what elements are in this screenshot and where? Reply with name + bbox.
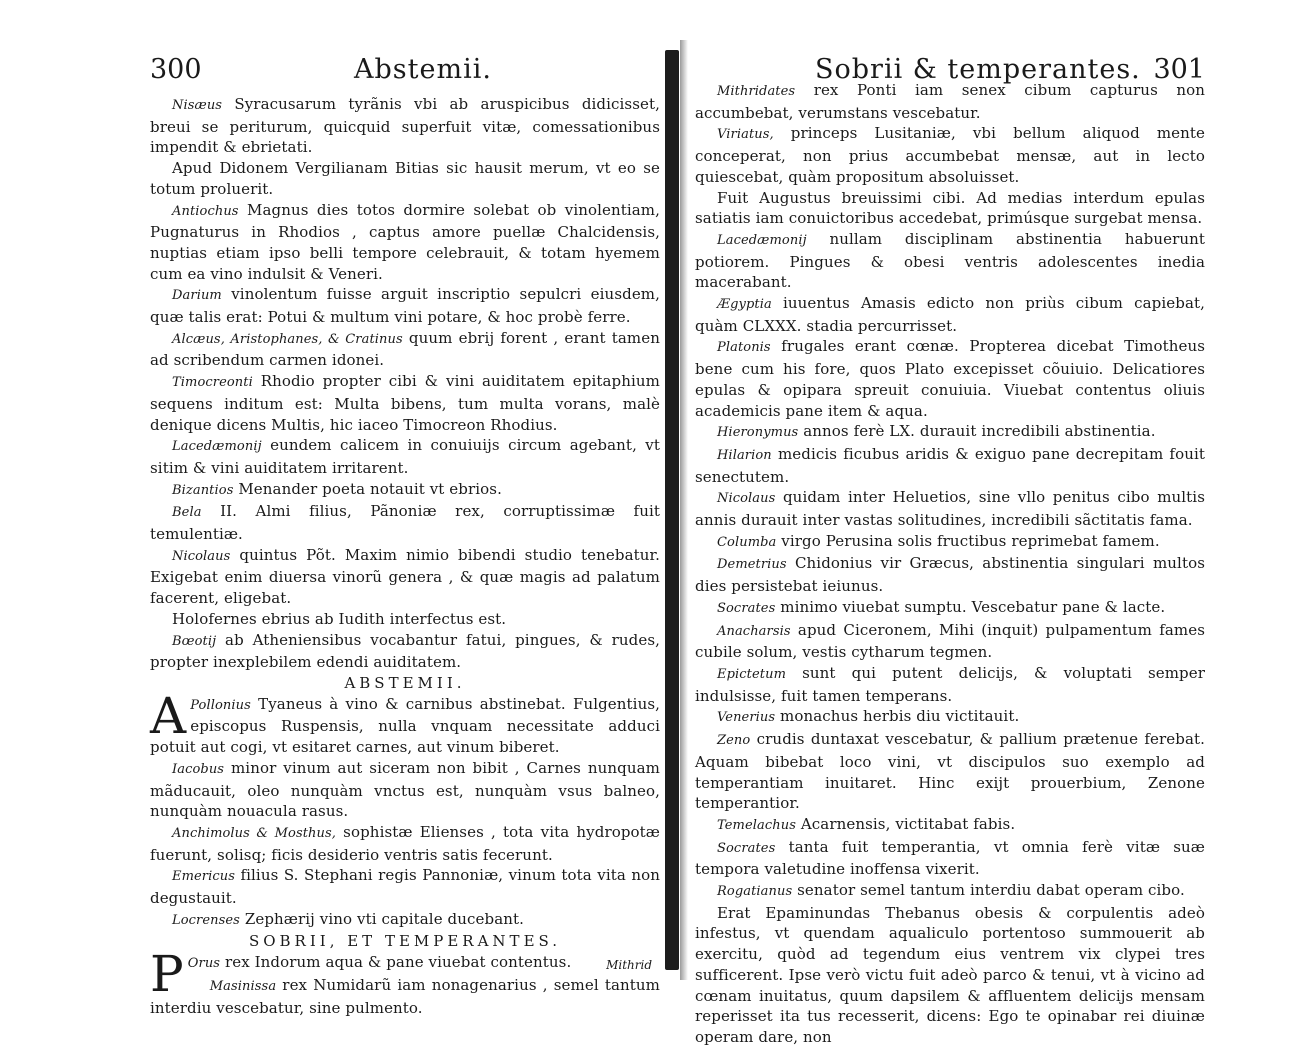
entry-text: tanta fuit temperantia, vt omnia ferè vitæ suæ tempora valetudine inoffensa vixerit. — [695, 837, 1205, 879]
entry-name: Platonis — [717, 340, 771, 356]
right-page-body — [695, 80, 1205, 1048]
entry-text: senator semel tantum interdiu dabat operam cibo. — [797, 881, 1185, 900]
entry-paragraph — [695, 80, 1205, 123]
entry-text: annos ferè LX. durauit incredibili abstinentia. — [803, 422, 1156, 441]
entry-name: Anchimolus & Mosthus, — [172, 825, 337, 841]
entry-name: Darium — [172, 288, 222, 304]
entry-text: Holofernes ebrius ab Iudith interfectus est. — [172, 609, 507, 628]
entry-paragraph — [695, 903, 1205, 1048]
entry-name: Zeno — [717, 733, 751, 749]
left-page — [150, 0, 661, 1017]
right-page — [695, 0, 1206, 1046]
entry-text: quintus Põt. Maxim nimio bibendi studio tenebatur. Exigebat enim diuersa vinorũ genera , & quæ magis ad palatum facerent, eligebat. — [150, 545, 660, 608]
entry-text: monachus herbis diu victitauit. — [780, 707, 1020, 726]
entry-text: rex Ponti iam senex cibum capturus non accumbebat, verumstans vescebatur. — [695, 81, 1205, 122]
entry-name: Iacobus — [172, 761, 225, 777]
book-gutter — [665, 50, 679, 970]
entry-text: Chidonius vir Græcus, abstinentia singulari multos dies persistebat ieiunus. — [695, 554, 1206, 596]
entry-paragraph — [150, 975, 660, 1018]
drop-cap: P — [150, 945, 184, 1004]
entry-name: Socrates — [717, 840, 776, 856]
entry-paragraph — [150, 158, 660, 199]
left-page-body — [150, 94, 660, 1018]
entry-text: Syracusarum tyrãnis vbi ab aruspicibus didicisset, breui se periturum, quicquid superfuit vitæ, comessationibus impendit & ebrietati. — [150, 95, 661, 157]
entry-paragraph — [150, 328, 660, 371]
entry-name: Venerius — [717, 710, 776, 726]
entry-paragraph — [150, 435, 660, 478]
left-page-header — [150, 50, 660, 90]
entry-text: II. Almi filius, Pãnoniæ rex, corruptissimæ fuit temulentiæ. — [150, 502, 660, 544]
entry-paragraph — [695, 188, 1205, 229]
entry-paragraph — [695, 837, 1205, 880]
entry-name: Nisæus — [172, 98, 223, 113]
entry-text: Zephærij vino vti capitale ducebant. — [244, 909, 524, 928]
entry-text: Magnus dies totos dormire solebat ob vinolentiam, Pugnaturus in Rhodios , captus amore puellæ Chalcidensis, nuptias etiam ipso belli tempore celebrauit, & totam hyemem cum ea vino indulsit & Veneri. — [150, 200, 660, 283]
entry-paragraph — [695, 421, 1205, 444]
section-heading-abstemii: ABSTEMII. — [344, 673, 466, 692]
entry-text: iuuentus Amasis edicto non priùs cibum capiebat, quàm CLXXX. stadia percurrisset. — [695, 294, 1205, 335]
entry-name: Hieronymus — [717, 425, 799, 441]
page-number-right: 301 — [1153, 54, 1205, 85]
entry-paragraph — [695, 553, 1205, 596]
entry-name: Anacharsis — [717, 623, 791, 639]
entry-paragraph — [695, 663, 1205, 706]
entry-name: Ægyptia — [717, 297, 772, 313]
entry-paragraph — [150, 501, 660, 544]
entry-text: medicis ficubus aridis & exiguo pane decrepitam fouit senectutem. — [695, 444, 1206, 486]
entry-paragraph — [150, 909, 660, 932]
entry-name: Columba — [717, 534, 777, 550]
section-heading-sobrii: SOBRII, ET TEMPERANTES. — [248, 932, 562, 951]
running-title-left: Abstemii. — [354, 54, 492, 85]
entry-text: nullam disciplinam abstinentia habuerunt potiorem. Pingues & obesi ventris adolescentes inedia macerabant. — [695, 229, 1205, 292]
entry-paragraph — [695, 620, 1205, 663]
entry-text: sunt qui putent delicijs, & voluptati semper indulsisse, fuit tamen temperans. — [695, 663, 1205, 705]
gutter-shadow — [680, 40, 688, 980]
entry-name: Demetrius — [717, 557, 787, 573]
entry-name: Lacedæmonij — [717, 232, 807, 248]
entry-name: Socrates — [717, 600, 776, 616]
entry-paragraph — [695, 123, 1205, 187]
entry-name: Epictetum — [717, 666, 786, 682]
section-drunkards — [150, 94, 660, 673]
entry-text: Apud Didonem Vergilianam Bitias sic hausit merum, vt eo se totum proluerit. — [150, 159, 660, 198]
entry-name: Locrenses — [172, 912, 240, 928]
drop-cap: A — [150, 686, 187, 745]
entry-paragraph — [695, 444, 1205, 487]
entry-text: Menander poeta notauit vt ebrios. — [238, 479, 502, 498]
entry-paragraph — [150, 479, 660, 502]
entry-text: Rhodio propter cibi & vini auiditatem epitaphium sequens inditum est: Multa bibens, tum multa vorans, malè denique dicens Multis, hic iaceo Timocreon Rhodius. — [150, 372, 661, 434]
entry-paragraph — [150, 686, 660, 758]
entry-name: Bela — [172, 505, 202, 521]
entry-name: Mithridates — [717, 84, 796, 99]
entry-name: Antiochus — [172, 203, 239, 219]
entry-paragraph — [695, 293, 1205, 336]
entry-name: Temelachus — [717, 817, 796, 833]
page-number-left: 300 — [150, 54, 202, 85]
entry-paragraph — [695, 880, 1205, 903]
entry-paragraph — [150, 371, 660, 435]
running-title-right: Sobrii & temperantes. — [815, 54, 1141, 85]
entry-paragraph — [695, 531, 1205, 554]
entry-text: quidam inter Heluetios, sine vllo penitus cibo multis annis durauit inter vastas solitudines, incredibili sãctitatis fama. — [695, 488, 1205, 530]
entry-name: Nicolaus — [717, 491, 776, 507]
entry-name: Orus — [187, 956, 221, 972]
entry-text: minimo viuebat sumptu. Vescebatur pane & lacte. — [780, 597, 1166, 616]
entry-text: minor vinum aut siceram non bibit , Carnes nunquam mãducauit, oleo nunquàm vnctus est, nunquàm vsus balneo, nunquàm nouacula rasus. — [150, 758, 660, 821]
entry-name: Bœotij — [172, 633, 217, 649]
entry-text: filius S. Stephani regis Pannoniæ, vinum tota vita non degustauit. — [150, 866, 661, 908]
entry-paragraph — [695, 729, 1205, 814]
entry-text: princeps Lusitaniæ, vbi bellum aliquod mente conceperat, non prius accumbebat mensæ, aut in lecto quiescebat, quàm propositum absoluisset. — [695, 124, 1205, 186]
entry-text: rex Indorum aqua & pane viuebat contentus. — [224, 953, 572, 972]
entry-paragraph — [150, 758, 660, 822]
entry-paragraph — [150, 865, 660, 908]
entry-text: ab Atheniensibus vocabantur fatui, pingues, & rudes, propter inexplebilem edendi auiditatem. — [150, 630, 660, 672]
entry-name: Viriatus, — [717, 127, 774, 143]
entry-text: apud Ciceronem, Mihi (inquit) pulpamentum fames cubile solum, vestis cytharum tegmen. — [695, 620, 1205, 662]
entry-paragraph — [695, 229, 1205, 293]
entry-text: rex Numidarũ iam nonagenarius , semel tantum interdiu vescebatur, sine pulmento. — [150, 975, 660, 1017]
entry-paragraph — [695, 814, 1205, 837]
entry-text: Fuit Augustus breuissimi cibi. Ad medias interdum epulas satiatis iam conuictoribus accedebat, primúsque surgebat mensa. — [695, 188, 1205, 228]
entry-name: Lacedæmonij — [172, 439, 262, 455]
entry-paragraph — [695, 706, 1205, 729]
entry-text: sophistæ Elienses , tota vita hydropotæ fuerunt, solisq; ficis desiderio ventris satis fecerunt. — [150, 822, 661, 864]
entry-paragraph — [150, 630, 660, 673]
entry-name: Nicolaus — [172, 548, 231, 564]
section-abstemii — [150, 686, 661, 932]
entry-name: Alcæus, Aristophanes, & Cratinus — [172, 331, 403, 347]
entry-paragraph — [150, 609, 660, 630]
entry-paragraph — [695, 336, 1205, 421]
entry-text: virgo Perusina solis fructibus reprimebat famem. — [781, 531, 1160, 550]
entry-paragraph — [150, 545, 660, 609]
entry-paragraph — [695, 487, 1205, 530]
entry-paragraph — [150, 94, 660, 158]
entry-name: Timocreonti — [172, 375, 253, 391]
entry-text: frugales erant cœnæ. Propterea dicebat Timotheus bene cum his fore, quos Plato excepisset cõuiuio. Delicatiores epulas & opipara spreuit conuiuia. Viuebat contentus oliuis academicis pane item & aqua. — [695, 337, 1205, 420]
entry-name: Emericus — [172, 869, 236, 885]
entry-paragraph — [150, 284, 660, 327]
entry-paragraph — [150, 822, 660, 865]
entry-name: Hilarion — [717, 447, 772, 463]
entry-text: crudis duntaxat vescebatur, & pallium prætenue ferebat. Aquam bibebat loco vini, vt discipulos suo exemplo ad temperantiam inuitaret. Hinc exijt prouerbium, Zenone temperantior. — [695, 730, 1205, 813]
entry-text: vinolentum fuisse arguit inscriptio sepulcri eiusdem, quæ talis erat: Potui & multum vini potare, & hoc probè ferre. — [150, 285, 660, 327]
entry-name: Bizantios — [172, 482, 234, 498]
entry-paragraph — [150, 200, 660, 285]
entry-text: Acarnensis, victitabat fabis. — [800, 814, 1016, 833]
entry-name: Pollonius — [190, 697, 251, 713]
entry-name: Rogatianus — [717, 884, 793, 900]
entry-text: quum ebrij forent , erant tamen ad scribendum carmen idonei. — [150, 328, 660, 370]
entry-text: Erat Epaminundas Thebanus obesis & corpulentis adeò infestus, vt quendam aqualiculo portentoso summouerit ab exercitu, quòd ad tegendum eius ventrem vix clypei tres sufficerent. Ipse verò victu fuit adeò parco & tenui, vt à vicino ad cœnam inuitatus, quum dapsilem & affluentem delicijs mensam reperisset ita tus recesserit, dicens: Ego te opinabar rei diuinæ operam dare, non — [695, 903, 1205, 1046]
entry-paragraph — [695, 597, 1205, 620]
entry-text: eundem calicem in conuiuijs circum agebant, vt sitim & vini auiditatem irritarent. — [150, 436, 660, 477]
entry-text: Tyaneus à vino & carnibus abstinebat. Fulgentius, episcopus Ruspensis, nulla vnquam necessitate adduci potuit aut cogi, vt esitaret carnes, aut vinum biberet. — [150, 694, 660, 757]
entry-name: Masinissa — [209, 978, 277, 994]
section-sobrii-start — [150, 945, 660, 1018]
catchword-left: Mithrid — [606, 958, 652, 972]
